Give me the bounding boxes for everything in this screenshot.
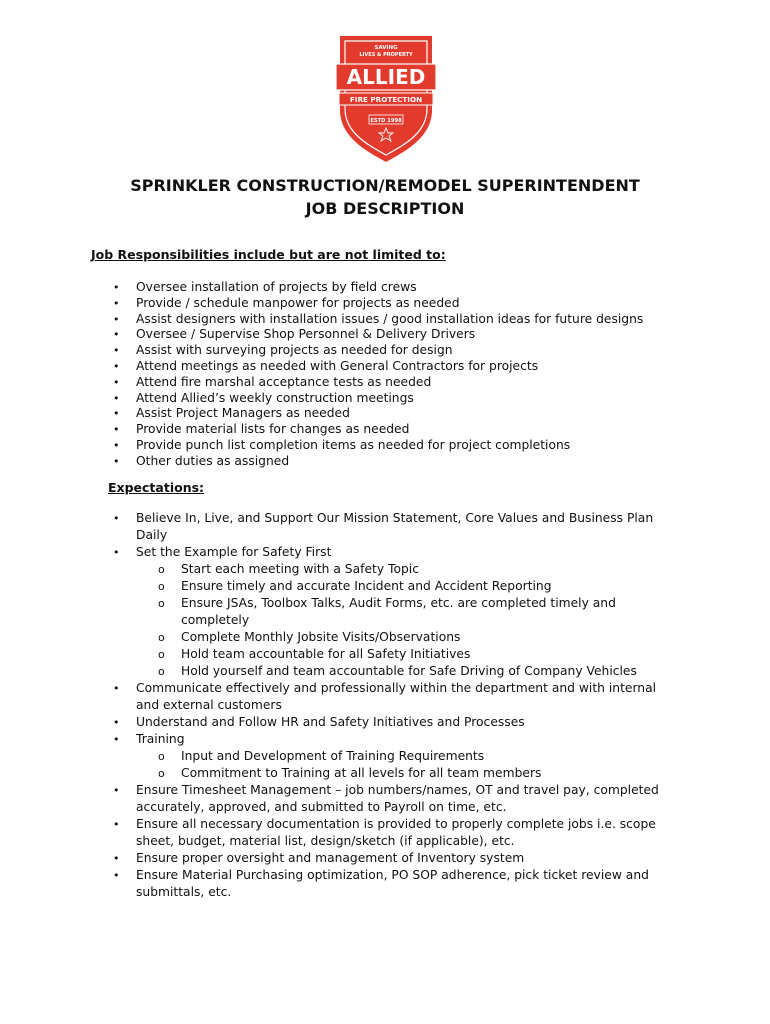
list-item: • Attend Allied’s weekly construction meetings — [0, 391, 770, 407]
list-item: • Provide / schedule manpower for projects as needed — [0, 296, 770, 312]
svg-text:ESTD 1998: ESTD 1998 — [370, 118, 402, 124]
sub-list-item: o Hold yourself and team accountable for Safe Driving of Company Vehicles — [136, 663, 770, 680]
title-line-1: SPRINKLER CONSTRUCTION/REMODEL SUPERINTENDENT — [130, 176, 640, 195]
svg-text:ALLIED: ALLIED — [346, 65, 426, 89]
allied-fire-protection-logo — [336, 36, 436, 162]
list-item: • Ensure Timesheet Management – job numbers/names, OT and travel pay, completed accurately, approved, and submitted to Payroll on time, etc. — [0, 782, 770, 816]
list-item: • Assist designers with installation issues / good installation ideas for future designs — [0, 312, 770, 328]
list-item: • Provide punch list completion items as needed for project completions — [0, 438, 770, 454]
svg-text:SAVING: SAVING — [374, 45, 398, 51]
list-item: • Ensure all necessary documentation is provided to properly complete jobs i.e. scope sheet, budget, material list, design/sketch (if applicable), etc. — [0, 816, 770, 850]
title-line-2: JOB DESCRIPTION — [305, 199, 465, 218]
list-item: • Believe In, Live, and Support Our Mission Statement, Core Values and Business Plan Daily — [0, 510, 770, 544]
sub-list-item: o Input and Development of Training Requirements — [136, 748, 770, 765]
expectations-heading: Expectations: — [108, 480, 205, 495]
sub-list-item: o Start each meeting with a Safety Topic — [136, 561, 770, 578]
list-item: • Assist Project Managers as needed — [0, 406, 770, 422]
sub-list-item: o Commitment to Training at all levels for all team members — [136, 765, 770, 782]
sub-list-item: o Hold team accountable for all Safety Initiatives — [136, 646, 770, 663]
list-item: • Set the Example for Safety First o Start each meeting with a Safety Topic o Ensure timely and accurate Incident and Accident Reporting o Ensure JSAs, Toolbox Talks, Audit Forms, etc. are completed timely and completely o Complete Monthly Jobsite Visits/Observations o Hold team accountable for all Safety Initiatives o Hold yourself and team accountable for Safe Driving of Company Vehicles — [0, 544, 770, 680]
sub-list-item: o Ensure timely and accurate Incident and Accident Reporting — [136, 578, 770, 595]
sub-list-item: o Ensure JSAs, Toolbox Talks, Audit Forms, etc. are completed timely and completely — [136, 595, 770, 629]
list-item: • Attend fire marshal acceptance tests as needed — [0, 375, 770, 391]
list-item: • Communicate effectively and professionally within the department and with internal and external customers — [0, 680, 770, 714]
safety-sub-list — [136, 561, 770, 680]
list-item: • Other duties as assigned — [0, 454, 770, 470]
responsibilities-list — [0, 280, 770, 470]
list-item: • Ensure Material Purchasing optimization, PO SOP adherence, pick ticket review and submittals, etc. — [0, 867, 770, 901]
list-item: • Oversee installation of projects by field crews — [0, 280, 770, 296]
list-item: • Provide material lists for changes as needed — [0, 422, 770, 438]
list-item: • Oversee / Supervise Shop Personnel & Delivery Drivers — [0, 327, 770, 343]
list-item: • Ensure proper oversight and management of Inventory system — [0, 850, 770, 867]
training-sub-list — [136, 748, 770, 782]
list-item: • Assist with surveying projects as needed for design — [0, 343, 770, 359]
sub-list-item: o Complete Monthly Jobsite Visits/Observations — [136, 629, 770, 646]
list-item: • Understand and Follow HR and Safety Initiatives and Processes — [0, 714, 770, 731]
list-item: • Training o Input and Development of Training Requirements o Commitment to Training at all levels for all team members — [0, 731, 770, 782]
expectations-list — [0, 510, 770, 901]
list-item: • Attend meetings as needed with General Contractors for projects — [0, 359, 770, 375]
page-title — [0, 174, 770, 220]
responsibilities-heading: Job Responsibilities include but are not limited to: — [91, 247, 446, 262]
svg-text:FIRE PROTECTION: FIRE PROTECTION — [349, 95, 423, 104]
svg-text:LIVES & PROPERTY: LIVES & PROPERTY — [359, 52, 413, 58]
